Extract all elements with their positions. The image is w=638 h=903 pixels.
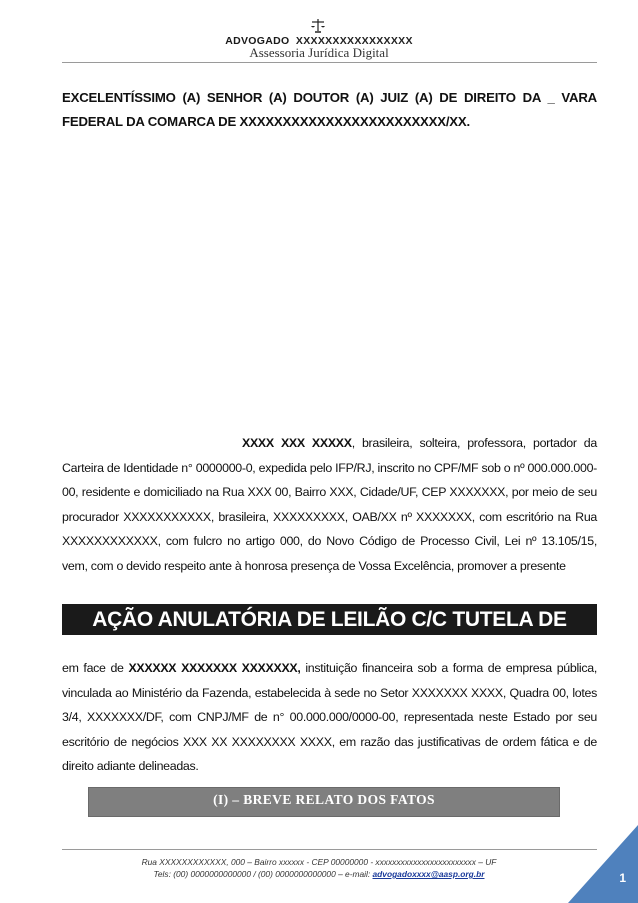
section-heading-bar xyxy=(88,787,560,817)
footer-divider xyxy=(62,849,597,850)
defendant-prefix: em face de xyxy=(62,661,129,675)
page-corner-decoration xyxy=(568,825,638,903)
qualification-paragraph xyxy=(62,431,597,578)
action-title-banner: AÇÃO ANULATÓRIA DE LEILÃO C/C TUTELA DE URGÊNCIA xyxy=(62,604,597,635)
court-address: EXCELENTÍSSIMO (A) SENHOR (A) DOUTOR (A) JUIZ (A) DE DIREITO DA _ VARA FEDERAL DA COMARCA DE XXXXXXXXXXXXXXXXXXXXXXXX/XX. xyxy=(62,90,597,129)
page-number: 1 xyxy=(619,871,626,885)
firm-name: XXXXXXXXXXXXXXXX xyxy=(295,35,413,47)
footer-address: Rua XXXXXXXXXXXX, 000 – Bairro xxxxxx - CEP 00000000 - xxxxxxxxxxxxxxxxxxxxxxxx – UF xyxy=(141,857,497,867)
defendant-paragraph xyxy=(62,656,597,779)
qualification-line1: , brasileira, solteira, professora, portador da xyxy=(351,436,597,450)
footer-contacts xyxy=(0,869,638,879)
header-divider xyxy=(62,62,597,63)
qualification-text: Carteira de Identidade n° 0000000-0, expedida pelo IFP/RJ, inscrito no CPF/MF sob o nº 000.000.000-00, residente e domiciliado na Rua XXX 00, Bairro XXX, Cidade/UF, CEP XXXXXXX, por meio de seu procurador XXXXXXXXXXX, brasileira, XXXXXXXXX, OAB/XX nº XXXXXXX, com escritório na Rua XXXXXXXXXXXX, com fulcro no artigo 000, do Novo Código de Processo Civil, Lei nº 13.105/15, vem, com o devido respeito ante à honrosa presença de Vossa Excelência, promover a presente xyxy=(62,460,597,573)
scales-of-justice-icon xyxy=(310,18,326,34)
footer-phones: Tels: (00) 0000000000000 / (00) 0000000000000 – e-mail: xyxy=(153,869,373,879)
section-heading: (I) – BREVE RELATO DOS FATOS xyxy=(213,792,435,807)
defendant-name: XXXXXX XXXXXXX XXXXXXX, xyxy=(128,661,301,675)
firm-subtitle: Assessoria Jurídica Digital xyxy=(249,45,389,60)
footer-email-link[interactable]: advogadoxxxx@aasp.org.br xyxy=(372,869,485,879)
defendant-text: instituição financeira sob a forma de empresa pública, vinculada ao Ministério da Fazenda, estabelecida à sede no Setor XXXXXXX XXXX, Quadra 00, lotes 3/4, XXXXXXX/DF, com CNPJ/MF de n° 00.000.000/0000-00, representada neste Estado por seu escritório de negócios XXX XX XXXXXXXX XXXX, em razão das justificativas de ordem fática e de direito adiante delineadas. xyxy=(62,661,597,773)
firm-label: ADVOGADO xyxy=(225,35,290,47)
plaintiff-name: XXXX XXX XXXXX xyxy=(242,436,352,450)
